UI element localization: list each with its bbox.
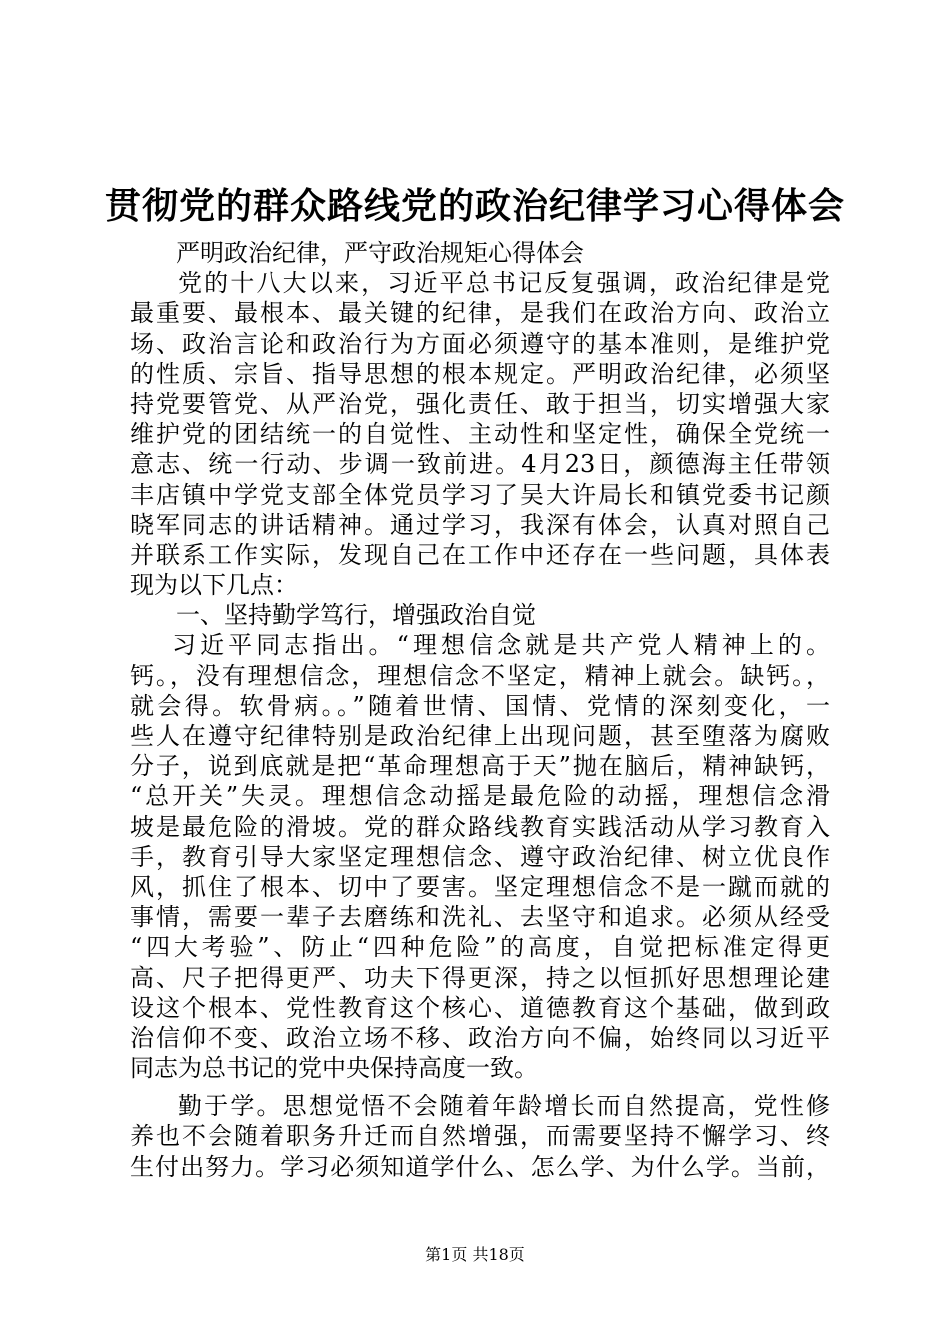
paragraph-line: “总开关”失灵。理想信念动摇是最危险的动摇，理想信念滑	[130, 782, 830, 811]
paragraph-line: 最重要、最根本、最关键的纪律，是我们在政治方向、政治立	[130, 299, 830, 328]
subtitle-line: 严明政治纪律，严守政治规矩心得体会	[176, 239, 584, 267]
paragraph-line: 手，教育引导大家坚定理想信念、遵守政治纪律、树立优良作	[130, 842, 830, 871]
paragraph-line: 习近平同志指出。“理想信念就是共产党人精神上的。	[172, 631, 830, 660]
paragraph-line: 现为以下几点：	[130, 571, 298, 600]
document-body	[130, 238, 830, 1182]
paragraph-line: 晓军同志的讲话精神。通过学习，我深有体会，认真对照自己	[130, 510, 830, 539]
section-heading: 一、坚持勤学笃行，增强政治自觉	[176, 601, 536, 630]
paragraph-line: 事情，需要一辈子去磨练和洗礼、去坚守和追求。必须从经受	[130, 903, 830, 932]
paragraph-line: 勤于学。思想觉悟不会随着年龄增长而自然提高，党性修	[178, 1092, 830, 1121]
paragraph-line: “四大考验”、防止“四种危险”的高度，自觉把标准定得更	[130, 933, 830, 962]
paragraph-line: 同志为总书记的党中央保持高度一致。	[130, 1054, 538, 1083]
paragraph-line: 养也不会随着职务升迁而自然增强，而需要坚持不懈学习、终	[130, 1122, 830, 1151]
paragraph-line: 就会得。软骨病。。”随着世情、国情、党情的深刻变化，一	[130, 691, 830, 720]
paragraph-line: 分子，说到底就是把“革命理想高于天”抛在脑后，精神缺钙，	[130, 752, 830, 781]
paragraph-line: 党的十八大以来，习近平总书记反复强调，政治纪律是党	[178, 269, 830, 298]
paragraph-line: 维护党的团结统一的自觉性、主动性和坚定性，确保全党统一	[130, 420, 830, 449]
paragraph-line: 钙。，没有理想信念，理想信念不坚定，精神上就会。缺钙。，	[130, 661, 830, 690]
document-title: 贯彻党的群众路线党的政治纪律学习心得体会	[104, 185, 845, 227]
paragraph-line: 生付出努力。学习必须知道学什么、怎么学、为什么学。当前，	[130, 1152, 830, 1181]
paragraph-line: 高、尺子把得更严、功夫下得更深，持之以恒抓好思想理论建	[130, 963, 830, 992]
paragraph-line: 的性质、宗旨、指导思想的根本规定。严明政治纪律，必须坚	[130, 359, 830, 388]
page-footer: 第1页 共18页	[425, 1245, 525, 1264]
paragraph-line: 设这个根本、党性教育这个核心、道德教育这个基础，做到政	[130, 993, 830, 1022]
paragraph-line: 持党要管党、从严治党，强化责任、敢于担当，切实增强大家	[130, 389, 830, 418]
paragraph-line: 场、政治言论和政治行为方面必须遵守的基本准则，是维护党	[130, 329, 830, 358]
paragraph-line: 丰店镇中学党支部全体党员学习了吴大许局长和镇党委书记颜	[130, 480, 830, 509]
paragraph-line: 并联系工作实际，发现自己在工作中还存在一些问题，具体表	[130, 540, 830, 569]
paragraph-line: 坡是最危险的滑坡。党的群众路线教育实践活动从学习教育入	[130, 812, 830, 841]
paragraph-line: 意志、统一行动、步调一致前进。4月23日，颜德海主任带领	[130, 450, 830, 479]
paragraph-line: 治信仰不变、政治立场不移、政治方向不偏，始终同以习近平	[130, 1023, 830, 1052]
paragraph-line: 些人在遵守纪律特别是政治纪律上出现问题，甚至堕落为腐败	[130, 722, 830, 750]
paragraph-line: 风，抓住了根本、切中了要害。坚定理想信念不是一蹴而就的	[130, 872, 830, 901]
